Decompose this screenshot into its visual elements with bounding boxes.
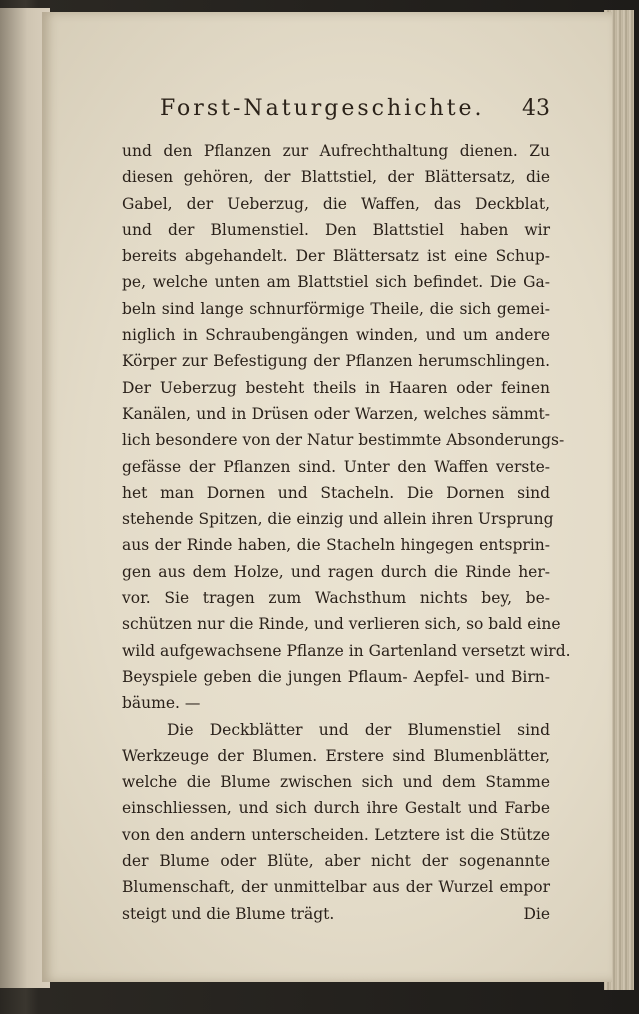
running-title: Forst-Naturgeschichte. [160, 96, 485, 121]
text-line: Gabel, der Ueberzug, die Waffen, das Deckblat, [122, 194, 550, 213]
text-line: niglich in Schraubengängen winden, und um andere [122, 326, 550, 345]
body-text [122, 138, 571, 927]
text-line: wild aufgewachsene Pflanze in Gartenland versetzt wird. [122, 641, 571, 660]
text-line: bereits abgehandelt. Der Blättersatz ist eine Schup- [122, 247, 550, 266]
text-line: welche die Blume zwischen sich und dem Stamme [122, 773, 550, 792]
page-number: 43 [522, 96, 550, 121]
text-line: steigt und die Blume trägt. [122, 904, 335, 923]
text-line: der Blume oder Blüte, aber nicht der sogenannte [122, 852, 550, 871]
text-line: vor. Sie tragen zum Wachsthum nichts bey, be- [122, 589, 550, 608]
text-line: und den Pflanzen zur Aufrechthaltung dienen. Zu [122, 142, 550, 160]
catchword: Die [523, 904, 550, 923]
text-line: Körper zur Befestigung der Pflanzen herumschlingen. [122, 352, 550, 371]
text-line: einschliessen, und sich durch ihre Gestalt und Farbe [122, 799, 550, 818]
text-line: von den andern unterscheiden. Letztere ist die Stütze [122, 825, 550, 844]
text-line: diesen gehören, der Blattstiel, der Blättersatz, die [122, 168, 550, 187]
text-line: het man Dornen und Stacheln. Die Dornen sind [122, 483, 550, 502]
text-line: stehende Spitzen, die einzig und allein ihren Ursprung [122, 510, 554, 529]
text-line: gefässe der Pflanzen sind. Unter den Waffen verste- [122, 457, 550, 476]
text-line: Beyspiele geben die jungen Pflaum- Aepfel- und Birn- [122, 667, 550, 686]
text-line: lich besondere von der Natur bestimmte Absonderungs- [122, 431, 565, 450]
text-line: Werkzeuge der Blumen. Erstere sind Blumenblätter, [122, 746, 550, 765]
page-header [160, 96, 550, 126]
text-line: Blumenschaft, der unmittelbar aus der Wurzel empor [122, 878, 550, 897]
text-line: gen aus dem Holze, und ragen durch die Rinde her- [122, 562, 550, 581]
text-line: bäume. — [122, 694, 201, 713]
paragraph-start-line: Die Deckblätter und der Blumenstiel sind [167, 720, 550, 739]
text-line: beln sind lange schnurförmige Theile, die sich gemei- [122, 299, 550, 318]
text-line: und der Blumenstiel. Den Blattstiel haben wir [122, 220, 550, 239]
text-line: pe, welche unten am Blattstiel sich befindet. Die Ga- [122, 273, 550, 292]
text-line: Der Ueberzug besteht theils in Haaren oder feinen [122, 378, 550, 397]
text-line: aus der Rinde haben, die Stacheln hingegen entsprin- [122, 536, 550, 555]
text-line: Kanälen, und in Drüsen oder Warzen, welches sämmt- [122, 404, 550, 423]
text-line: schützen nur die Rinde, und verlieren sich, so bald eine [122, 615, 561, 634]
